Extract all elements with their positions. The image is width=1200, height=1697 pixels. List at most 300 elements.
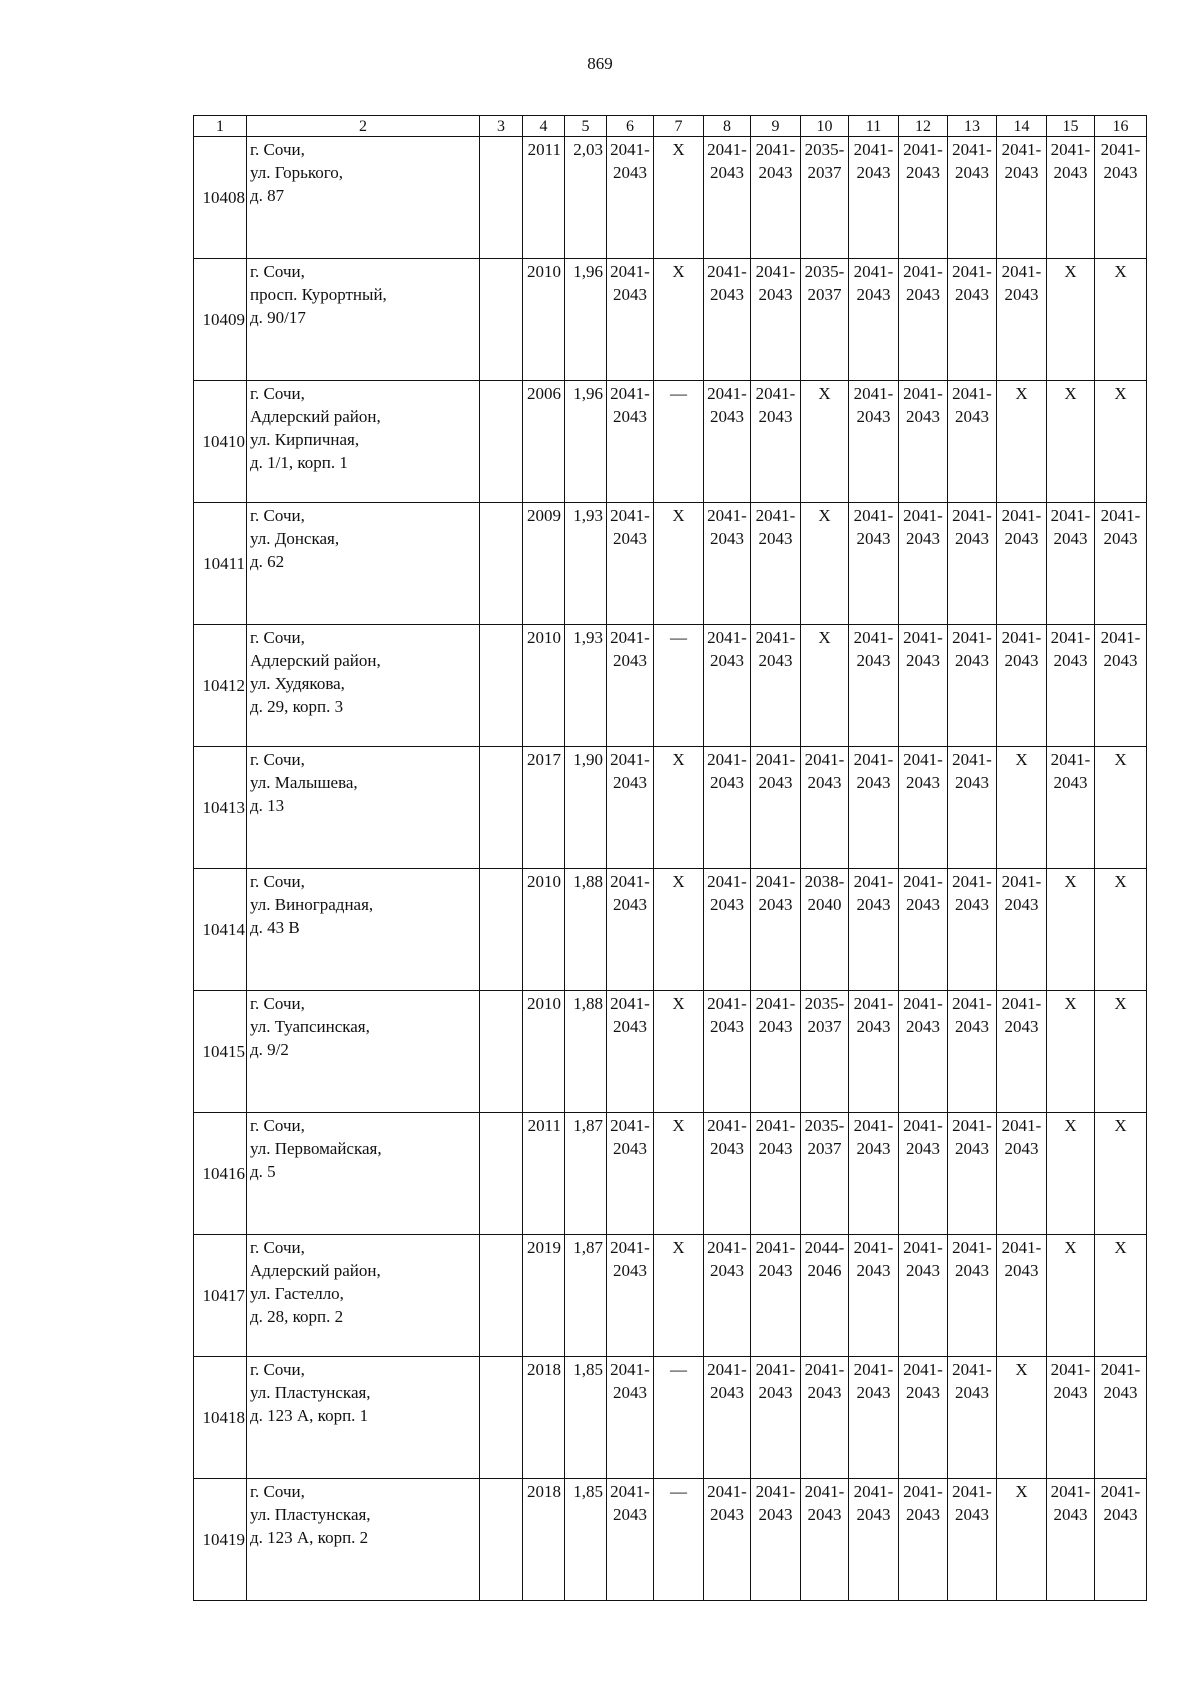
period-cell-col8 bbox=[704, 503, 751, 625]
period-cell-col15 bbox=[1047, 503, 1095, 625]
period-text: 2041- bbox=[755, 1360, 796, 1379]
col3-cell bbox=[480, 1357, 523, 1479]
period-text: 2041- bbox=[1001, 1238, 1042, 1257]
address-line: д. 87 bbox=[250, 186, 285, 205]
table-row bbox=[194, 869, 1147, 991]
period-text: 2041- bbox=[853, 262, 894, 281]
period-text: 2041- bbox=[952, 384, 992, 403]
period-cell-col7 bbox=[654, 747, 704, 869]
period-text: Х bbox=[1064, 994, 1077, 1013]
period-cell-col7 bbox=[654, 625, 704, 747]
col3-cell bbox=[480, 259, 523, 381]
period-text: 2043 bbox=[856, 1017, 891, 1036]
period-cell-col13 bbox=[948, 137, 997, 259]
col3-cell bbox=[480, 869, 523, 991]
value-cell: 1,96 bbox=[565, 381, 607, 503]
period-text: — bbox=[670, 628, 687, 647]
period-cell-col11 bbox=[849, 1113, 899, 1235]
row-id: 10418 bbox=[194, 1357, 247, 1479]
year-cell: 2011 bbox=[523, 1113, 565, 1235]
row-id: 10409 bbox=[194, 259, 247, 381]
period-text: 2043 bbox=[710, 1505, 744, 1524]
period-cell-col7 bbox=[654, 1235, 704, 1357]
row-id: 10408 bbox=[194, 137, 247, 259]
period-text: 2043 bbox=[906, 407, 940, 426]
period-text: Х bbox=[1114, 1238, 1127, 1257]
header-col-11: 11 bbox=[849, 116, 899, 137]
period-text: 2043 bbox=[613, 1017, 647, 1036]
period-text: 2041- bbox=[707, 384, 747, 403]
row-id: 10416 bbox=[194, 1113, 247, 1235]
period-cell-col6 bbox=[607, 625, 654, 747]
period-cell-col15 bbox=[1047, 381, 1095, 503]
period-text: Х bbox=[1064, 384, 1077, 403]
period-text: 2043 bbox=[856, 1139, 891, 1158]
header-col-10: 10 bbox=[801, 116, 849, 137]
period-text: 2041- bbox=[853, 506, 894, 525]
address-line: г. Сочи, bbox=[250, 506, 305, 525]
period-cell-col13 bbox=[948, 503, 997, 625]
table-row bbox=[194, 991, 1147, 1113]
period-cell-col16 bbox=[1095, 137, 1147, 259]
header-col-15: 15 bbox=[1047, 116, 1095, 137]
period-cell-col11 bbox=[849, 1235, 899, 1357]
period-cell-col6 bbox=[607, 1113, 654, 1235]
period-text: 2038- bbox=[804, 872, 845, 891]
period-cell-col7 bbox=[654, 869, 704, 991]
period-cell-col9 bbox=[751, 137, 801, 259]
period-text: 2041- bbox=[1050, 140, 1091, 159]
period-cell-col10 bbox=[801, 747, 849, 869]
period-cell-col14 bbox=[997, 381, 1047, 503]
period-text: 2043 bbox=[955, 895, 989, 914]
period-text: 2041- bbox=[707, 1360, 747, 1379]
period-text: 2043 bbox=[758, 651, 793, 670]
period-cell-col12 bbox=[899, 381, 948, 503]
row-id: 10413 bbox=[194, 747, 247, 869]
year-cell: 2018 bbox=[523, 1357, 565, 1479]
period-text: 2041- bbox=[707, 262, 747, 281]
period-cell-col9 bbox=[751, 1357, 801, 1479]
period-cell-col16 bbox=[1095, 259, 1147, 381]
period-text: 2043 bbox=[1004, 285, 1039, 304]
period-cell-col7 bbox=[654, 503, 704, 625]
period-cell-col9 bbox=[751, 259, 801, 381]
period-cell-col12 bbox=[899, 503, 948, 625]
period-cell-col16 bbox=[1095, 869, 1147, 991]
period-text: Х bbox=[1015, 1482, 1028, 1501]
period-text: 2043 bbox=[613, 407, 647, 426]
period-cell-col6 bbox=[607, 259, 654, 381]
period-cell-col15 bbox=[1047, 625, 1095, 747]
table-row bbox=[194, 747, 1147, 869]
period-cell-col15 bbox=[1047, 1235, 1095, 1357]
period-text: 2043 bbox=[856, 651, 891, 670]
period-cell-col13 bbox=[948, 381, 997, 503]
address-line: г. Сочи, bbox=[250, 750, 305, 769]
period-cell-col8 bbox=[704, 1235, 751, 1357]
period-text: 2043 bbox=[710, 163, 744, 182]
period-text: 2041- bbox=[853, 140, 894, 159]
period-text: 2043 bbox=[906, 1261, 940, 1280]
address-line: д. 62 bbox=[250, 552, 285, 571]
value-cell: 1,96 bbox=[565, 259, 607, 381]
address-line: д. 123 А, корп. 1 bbox=[250, 1406, 369, 1425]
header-col-3: 3 bbox=[480, 116, 523, 137]
header-col-5: 5 bbox=[565, 116, 607, 137]
table-row bbox=[194, 1113, 1147, 1235]
period-cell-col9 bbox=[751, 991, 801, 1113]
period-text: 2041- bbox=[952, 506, 992, 525]
period-text: 2043 bbox=[710, 895, 744, 914]
period-text: Х bbox=[1064, 1116, 1077, 1135]
period-cell-col8 bbox=[704, 137, 751, 259]
period-text: 2041- bbox=[952, 140, 992, 159]
period-text: 2041- bbox=[707, 1482, 747, 1501]
period-cell-col15 bbox=[1047, 1357, 1095, 1479]
period-cell-col13 bbox=[948, 991, 997, 1113]
period-text: 2043 bbox=[758, 1017, 793, 1036]
period-text: 2043 bbox=[613, 529, 647, 548]
period-cell-col14 bbox=[997, 1479, 1047, 1601]
period-text: Х bbox=[1114, 384, 1127, 403]
address-line: ул. Пластунская, bbox=[250, 1383, 371, 1402]
period-text: 2041- bbox=[903, 506, 943, 525]
period-text: 2043 bbox=[955, 1017, 989, 1036]
address-line: д. 9/2 bbox=[250, 1040, 289, 1059]
period-text: 2041- bbox=[707, 994, 747, 1013]
period-text: 2035- bbox=[804, 1116, 845, 1135]
period-text: 2043 bbox=[758, 285, 793, 304]
address-line: г. Сочи, bbox=[250, 262, 305, 281]
period-text: Х bbox=[672, 1238, 685, 1257]
period-text: 2043 bbox=[906, 1017, 940, 1036]
period-text: Х bbox=[818, 506, 831, 525]
period-text: 2043 bbox=[955, 163, 989, 182]
column-number-header bbox=[194, 116, 1147, 137]
period-text: 2041- bbox=[1001, 872, 1042, 891]
period-text: 2043 bbox=[856, 407, 891, 426]
period-cell-col14 bbox=[997, 259, 1047, 381]
period-text: Х bbox=[1064, 1238, 1077, 1257]
year-cell: 2010 bbox=[523, 625, 565, 747]
period-text: 2041- bbox=[755, 750, 796, 769]
table-row bbox=[194, 1357, 1147, 1479]
period-text: 2043 bbox=[613, 285, 647, 304]
period-text: 2041- bbox=[610, 1116, 650, 1135]
year-cell: 2011 bbox=[523, 137, 565, 259]
period-cell-col6 bbox=[607, 381, 654, 503]
period-text: 2041- bbox=[707, 628, 747, 647]
period-text: 2043 bbox=[758, 773, 793, 792]
period-cell-col8 bbox=[704, 381, 751, 503]
period-text: 2041- bbox=[755, 506, 796, 525]
period-text: 2041- bbox=[610, 506, 650, 525]
period-text: 2043 bbox=[758, 1505, 793, 1524]
value-cell: 1,87 bbox=[565, 1235, 607, 1357]
period-text: 2043 bbox=[955, 1139, 989, 1158]
row-id: 10415 bbox=[194, 991, 247, 1113]
period-cell-col11 bbox=[849, 625, 899, 747]
period-cell-col6 bbox=[607, 1479, 654, 1601]
page-number: 869 bbox=[587, 54, 613, 73]
period-cell-col6 bbox=[607, 137, 654, 259]
col3-cell bbox=[480, 503, 523, 625]
period-text: Х bbox=[1114, 994, 1127, 1013]
period-cell-col15 bbox=[1047, 869, 1095, 991]
col3-cell bbox=[480, 991, 523, 1113]
period-cell-col6 bbox=[607, 1235, 654, 1357]
period-text: 2043 bbox=[1004, 1261, 1039, 1280]
period-cell-col11 bbox=[849, 747, 899, 869]
period-text: 2043 bbox=[1103, 1505, 1138, 1524]
period-text: 2041- bbox=[755, 872, 796, 891]
period-text: 2043 bbox=[955, 651, 989, 670]
period-text: 2043 bbox=[1053, 529, 1088, 548]
period-cell-col6 bbox=[607, 747, 654, 869]
period-text: 2041- bbox=[610, 994, 650, 1013]
period-text: 2037 bbox=[807, 285, 842, 304]
period-cell-col6 bbox=[607, 991, 654, 1113]
period-text: 2043 bbox=[758, 1139, 793, 1158]
address-line: д. 28, корп. 2 bbox=[250, 1307, 344, 1326]
period-text: Х bbox=[1015, 1360, 1028, 1379]
period-text: 2043 bbox=[1004, 651, 1039, 670]
address-line: г. Сочи, bbox=[250, 1482, 305, 1501]
register-table bbox=[193, 115, 1147, 1601]
period-text: 2041- bbox=[755, 628, 796, 647]
period-cell-col16 bbox=[1095, 1479, 1147, 1601]
period-text: 2043 bbox=[758, 529, 793, 548]
header-col-6: 6 bbox=[607, 116, 654, 137]
address-line: ул. Пластунская, bbox=[250, 1505, 371, 1524]
period-cell-col10 bbox=[801, 503, 849, 625]
period-text: Х bbox=[1015, 750, 1028, 769]
period-text: 2041- bbox=[707, 1238, 747, 1257]
period-text: 2041- bbox=[952, 1238, 992, 1257]
period-cell-col9 bbox=[751, 869, 801, 991]
address-line: д. 29, корп. 3 bbox=[250, 697, 344, 716]
period-text: 2041- bbox=[903, 628, 943, 647]
period-cell-col14 bbox=[997, 503, 1047, 625]
period-text: 2041- bbox=[853, 750, 894, 769]
address-line: г. Сочи, bbox=[250, 384, 305, 403]
address-cell bbox=[247, 991, 480, 1113]
period-text: 2041- bbox=[853, 1360, 894, 1379]
period-text: 2041- bbox=[707, 1116, 747, 1135]
period-text: 2041- bbox=[610, 140, 650, 159]
period-cell-col11 bbox=[849, 869, 899, 991]
period-text: 2043 bbox=[1103, 529, 1138, 548]
period-cell-col12 bbox=[899, 1235, 948, 1357]
period-cell-col8 bbox=[704, 1357, 751, 1479]
period-text: 2043 bbox=[955, 285, 989, 304]
col3-cell bbox=[480, 137, 523, 259]
period-cell-col10 bbox=[801, 1479, 849, 1601]
period-text: 2041- bbox=[903, 1238, 943, 1257]
address-line: Адлерский район, bbox=[250, 1261, 381, 1280]
period-cell-col10 bbox=[801, 1113, 849, 1235]
table-row bbox=[194, 625, 1147, 747]
address-cell bbox=[247, 1479, 480, 1601]
period-text: 2043 bbox=[613, 1383, 647, 1402]
period-text: 2041- bbox=[804, 1482, 845, 1501]
row-id: 10419 bbox=[194, 1479, 247, 1601]
period-cell-col12 bbox=[899, 259, 948, 381]
address-line: Адлерский район, bbox=[250, 651, 381, 670]
period-text: 2037 bbox=[807, 1139, 842, 1158]
period-cell-col13 bbox=[948, 1113, 997, 1235]
period-text: 2043 bbox=[1053, 1505, 1088, 1524]
period-cell-col11 bbox=[849, 137, 899, 259]
period-cell-col13 bbox=[948, 625, 997, 747]
period-text: 2043 bbox=[1103, 163, 1138, 182]
period-text: 2043 bbox=[710, 773, 744, 792]
period-text: 2043 bbox=[906, 285, 940, 304]
value-cell: 1,88 bbox=[565, 991, 607, 1113]
period-text: 2043 bbox=[906, 1139, 940, 1158]
period-text: 2041- bbox=[1001, 506, 1042, 525]
period-text: 2041- bbox=[755, 262, 796, 281]
period-text: 2043 bbox=[856, 529, 891, 548]
year-cell: 2010 bbox=[523, 869, 565, 991]
period-text: 2043 bbox=[1053, 1383, 1088, 1402]
period-text: Х bbox=[672, 262, 685, 281]
period-text: 2043 bbox=[807, 1383, 842, 1402]
period-cell-col6 bbox=[607, 1357, 654, 1479]
col3-cell bbox=[480, 1479, 523, 1601]
period-text: 2041- bbox=[903, 750, 943, 769]
period-cell-col15 bbox=[1047, 1479, 1095, 1601]
period-text: 2035- bbox=[804, 140, 845, 159]
period-text: Х bbox=[1114, 872, 1127, 891]
header-col-16: 16 bbox=[1095, 116, 1147, 137]
period-cell-col16 bbox=[1095, 381, 1147, 503]
period-text: 2043 bbox=[710, 1017, 744, 1036]
address-line: ул. Первомайская, bbox=[250, 1139, 382, 1158]
period-cell-col10 bbox=[801, 1235, 849, 1357]
period-cell-col10 bbox=[801, 259, 849, 381]
period-text: 2041- bbox=[804, 1360, 845, 1379]
value-cell: 2,03 bbox=[565, 137, 607, 259]
address-line: ул. Малышева, bbox=[250, 773, 358, 792]
address-cell bbox=[247, 1235, 480, 1357]
period-text: 2041- bbox=[903, 140, 943, 159]
period-text: 2041- bbox=[952, 1360, 992, 1379]
table-row bbox=[194, 137, 1147, 259]
address-line: г. Сочи, bbox=[250, 628, 305, 647]
year-cell: 2010 bbox=[523, 259, 565, 381]
period-text: Х bbox=[1064, 872, 1077, 891]
period-text: 2041- bbox=[853, 628, 894, 647]
period-text: — bbox=[670, 384, 687, 403]
row-id: 10414 bbox=[194, 869, 247, 991]
period-cell-col9 bbox=[751, 747, 801, 869]
period-text: 2041- bbox=[1050, 1360, 1091, 1379]
period-cell-col13 bbox=[948, 1235, 997, 1357]
period-text: Х bbox=[672, 506, 685, 525]
period-cell-col9 bbox=[751, 1235, 801, 1357]
period-text: 2041- bbox=[1001, 140, 1042, 159]
period-cell-col7 bbox=[654, 1479, 704, 1601]
period-text: 2043 bbox=[710, 285, 744, 304]
period-text: 2041- bbox=[755, 1116, 796, 1135]
period-text: 2043 bbox=[906, 1383, 940, 1402]
period-cell-col13 bbox=[948, 869, 997, 991]
period-text: 2043 bbox=[856, 895, 891, 914]
year-cell: 2009 bbox=[523, 503, 565, 625]
value-cell: 1,87 bbox=[565, 1113, 607, 1235]
period-text: 2041- bbox=[1050, 750, 1091, 769]
address-cell bbox=[247, 137, 480, 259]
period-cell-col12 bbox=[899, 1113, 948, 1235]
period-text: 2043 bbox=[1053, 163, 1088, 182]
period-text: 2041- bbox=[903, 1360, 943, 1379]
period-text: 2043 bbox=[906, 163, 940, 182]
period-text: Х bbox=[672, 872, 685, 891]
period-cell-col12 bbox=[899, 137, 948, 259]
period-text: Х bbox=[672, 1116, 685, 1135]
period-cell-col7 bbox=[654, 1113, 704, 1235]
year-cell: 2019 bbox=[523, 1235, 565, 1357]
period-cell-col10 bbox=[801, 381, 849, 503]
period-text: 2043 bbox=[758, 1383, 793, 1402]
period-text: 2043 bbox=[1004, 1139, 1039, 1158]
header-col-7: 7 bbox=[654, 116, 704, 137]
row-id: 10412 bbox=[194, 625, 247, 747]
period-cell-col8 bbox=[704, 869, 751, 991]
table-row bbox=[194, 259, 1147, 381]
period-cell-col15 bbox=[1047, 991, 1095, 1113]
address-line: ул. Гастелло, bbox=[250, 1284, 344, 1303]
period-cell-col14 bbox=[997, 625, 1047, 747]
address-cell bbox=[247, 625, 480, 747]
period-text: 2041- bbox=[952, 872, 992, 891]
table-row bbox=[194, 1479, 1147, 1601]
year-cell: 2018 bbox=[523, 1479, 565, 1601]
period-cell-col14 bbox=[997, 1235, 1047, 1357]
address-line: ул. Туапсинская, bbox=[250, 1017, 370, 1036]
period-cell-col9 bbox=[751, 503, 801, 625]
period-cell-col11 bbox=[849, 503, 899, 625]
table-row bbox=[194, 1235, 1147, 1357]
period-text: 2041- bbox=[610, 262, 650, 281]
table-row bbox=[194, 381, 1147, 503]
value-cell: 1,85 bbox=[565, 1357, 607, 1479]
period-text: Х bbox=[1064, 262, 1077, 281]
period-text: 2041- bbox=[707, 872, 747, 891]
period-text: 2041- bbox=[952, 1482, 992, 1501]
period-text: 2043 bbox=[613, 651, 647, 670]
period-text: 2043 bbox=[856, 773, 891, 792]
period-cell-col7 bbox=[654, 259, 704, 381]
period-text: 2041- bbox=[707, 750, 747, 769]
row-id: 10417 bbox=[194, 1235, 247, 1357]
period-text: 2043 bbox=[955, 529, 989, 548]
period-cell-col10 bbox=[801, 625, 849, 747]
period-text: 2043 bbox=[1053, 773, 1088, 792]
period-text: 2043 bbox=[710, 529, 744, 548]
period-text: 2046 bbox=[807, 1261, 842, 1280]
period-text: 2041- bbox=[707, 140, 747, 159]
address-cell bbox=[247, 259, 480, 381]
period-text: 2041- bbox=[804, 750, 845, 769]
header-col-8: 8 bbox=[704, 116, 751, 137]
period-text: 2041- bbox=[903, 872, 943, 891]
period-text: 2041- bbox=[610, 872, 650, 891]
period-text: 2041- bbox=[903, 994, 943, 1013]
address-line: д. 90/17 bbox=[250, 308, 306, 327]
